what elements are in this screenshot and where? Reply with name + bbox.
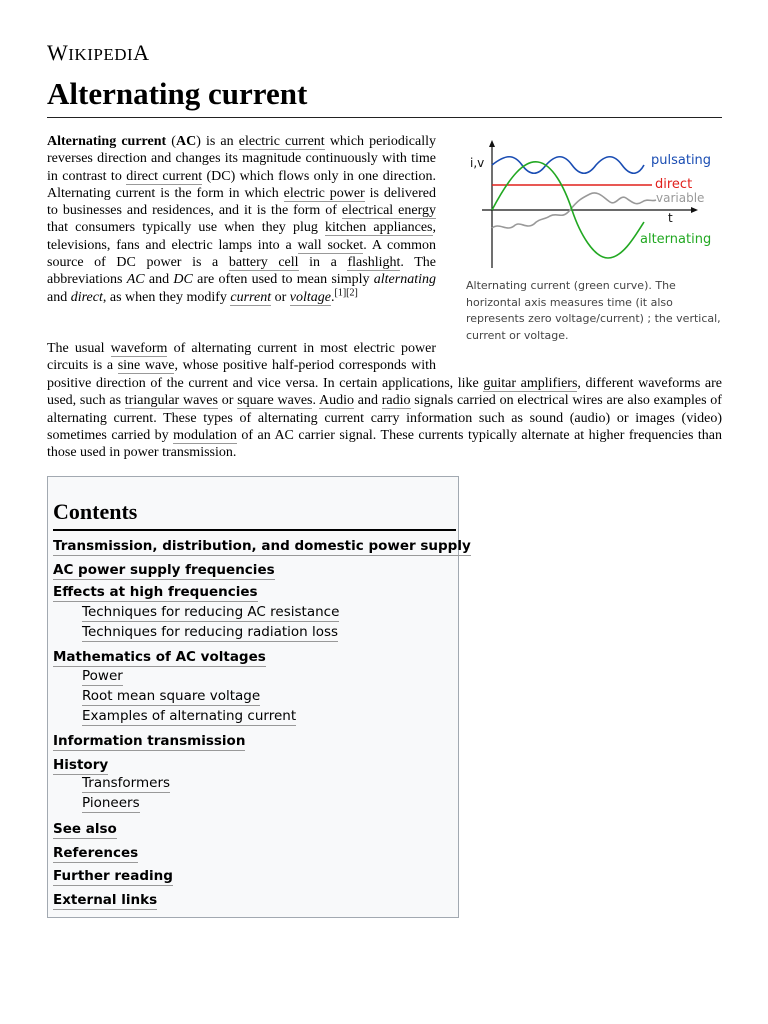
toc-item-label: Power (82, 668, 123, 684)
lead-italic: direct (70, 289, 103, 305)
toc-item-label: AC power supply frequencies (53, 562, 275, 578)
link-flashlight[interactable]: flashlight (347, 255, 401, 271)
link-sine-wave[interactable]: sine wave (117, 358, 175, 374)
lead-italic: DC (173, 272, 193, 288)
toc-subitem[interactable] (82, 708, 296, 724)
toc-item-label: See also (53, 821, 117, 837)
link-direct-current[interactable]: direct current (126, 168, 203, 184)
lead-text: . The abbreviations (47, 255, 436, 288)
lead-text: , as when they modify (102, 289, 231, 305)
lead-term: Alternating current (47, 134, 167, 149)
link-audio[interactable]: Audio (318, 393, 354, 409)
page-title: Alternating current (47, 76, 308, 111)
vertical-axis-arrow (489, 140, 495, 147)
variable-label: variable (656, 191, 705, 205)
float-spacer (436, 340, 722, 374)
axis-x-label: t (668, 211, 673, 225)
waveform-figure (466, 140, 722, 344)
lead-text: , televisions, fans and electric lamps into a (47, 220, 436, 253)
para-text: , different waveforms are used, such as (47, 375, 723, 409)
toc-subitem[interactable] (82, 688, 260, 704)
figure-caption: Alternating current (green curve). The horizontal axis measures time (it also represents zero voltage/current) ; the vertical, current or voltage. (466, 279, 721, 342)
toc-item-label: External links (53, 892, 158, 908)
para-text: or (217, 393, 238, 409)
axis-y-label: i,v (470, 156, 485, 170)
lead-text: (DC) which flows only in one direction. Alternating current is the form in which (47, 168, 436, 201)
lead-text: ) is an (196, 134, 239, 149)
link-modulation[interactable]: modulation (173, 428, 237, 444)
para-text: . (312, 393, 319, 409)
toc-item-label: References (53, 845, 139, 861)
lead-text: ( (166, 134, 176, 149)
toc-item-label: Information transmission (53, 733, 246, 749)
toc-item[interactable] (53, 584, 258, 600)
toc-item-label: Pioneers (82, 795, 140, 811)
toc-item-label: Transformers (82, 775, 171, 791)
wikipedia-wordmark[interactable] (47, 40, 150, 66)
toc-heading: Contents (53, 499, 456, 531)
title-divider (47, 117, 722, 118)
toc-item[interactable] (53, 649, 266, 665)
direct-label: direct (655, 177, 693, 192)
para-text: signals carried on electrical wires are also examples of alternating current. These types of alternating current carry information such as sound (audio) or images (video) sometimes carried by (47, 393, 722, 444)
toc-item[interactable] (53, 868, 173, 884)
lead-italic: alternating (373, 272, 437, 288)
toc-subitem[interactable] (82, 604, 339, 620)
link-voltage[interactable]: voltage (289, 289, 331, 305)
toc-item-label: Techniques for reducing radiation loss (82, 624, 339, 640)
pulsating-label: pulsating (651, 153, 712, 168)
link-wall-socket[interactable]: wall socket (297, 237, 364, 253)
alternating-label: alternating (640, 232, 712, 247)
wordmark-final: A (133, 40, 150, 65)
toc-item[interactable] (53, 892, 157, 908)
lead-text: in a (298, 255, 348, 271)
toc-item[interactable] (53, 845, 138, 861)
lead-text: and (144, 272, 174, 288)
second-paragraph (47, 340, 722, 462)
link-electric-power[interactable]: electric power (283, 185, 365, 201)
link-electric-current[interactable]: electric current (238, 134, 325, 149)
para-text: , whose positive half-period corresponds with positive direction of the current and vice versa. In certain applications, like (47, 358, 484, 391)
toc-item[interactable] (53, 821, 117, 837)
lead-text: . (330, 289, 335, 305)
lead-abbr: AC (175, 134, 197, 149)
link-triangular-waves[interactable]: triangular waves (124, 393, 218, 409)
link-waveform[interactable]: waveform (110, 341, 168, 356)
link-electrical-energy[interactable]: electrical energy (341, 203, 436, 219)
para-text: and (353, 393, 382, 409)
link-battery-cell[interactable]: battery cell (228, 255, 299, 271)
para-text: The usual (47, 341, 111, 356)
toc-item[interactable] (53, 538, 471, 554)
toc-item-label: Further reading (53, 868, 173, 884)
toc-item-label: Examples of alternating current (82, 708, 297, 724)
link-current[interactable]: current (230, 289, 272, 305)
toc-subitem[interactable] (82, 795, 140, 811)
lead-text: is delivered to businesses and residences, and it is the form of (47, 185, 436, 219)
toc-item-label: Techniques for reducing AC resistance (82, 604, 340, 620)
lead-italic: AC (126, 272, 145, 288)
toc-item[interactable] (53, 562, 275, 578)
toc-item-label: Mathematics of AC voltages (53, 649, 266, 665)
toc-subitem[interactable] (82, 775, 170, 791)
horizontal-axis-arrow (691, 207, 698, 213)
toc-item-label: History (53, 757, 109, 773)
lead-text: that consumers typically use when they plug (47, 220, 326, 236)
link-square-waves[interactable]: square waves (237, 393, 313, 409)
link-radio[interactable]: radio (381, 393, 411, 409)
lead-paragraph (47, 133, 436, 306)
pulsating-curve (492, 157, 644, 174)
toc-subitem[interactable] (82, 624, 338, 640)
toc-item-label: Effects at high frequencies (53, 584, 258, 600)
waveform-diagram (466, 140, 722, 274)
lead-text: are often used to mean simply (192, 272, 374, 288)
reference-marker[interactable]: [1][2] (334, 287, 358, 299)
lead-text: or (271, 289, 290, 305)
wordmark-middle: IKIPEDI (68, 45, 134, 64)
wordmark-initial: W (47, 40, 69, 65)
lead-text: . A common source of DC power is a (47, 237, 437, 271)
toc-item-label: Transmission, distribution, and domestic power supply (53, 538, 471, 554)
toc-item[interactable] (53, 733, 245, 749)
link-kitchen-appliances[interactable]: kitchen appliances (325, 220, 433, 236)
toc-subitem[interactable] (82, 668, 123, 684)
lead-text: and (47, 289, 71, 305)
para-text: of an AC carrier signal. These currents typically alternate at higher frequencies than those used in power transmission. (47, 428, 722, 461)
table-of-contents (47, 476, 471, 918)
toc-item-label: Root mean square voltage (82, 688, 261, 704)
toc-item[interactable] (53, 757, 108, 773)
para-text: of alternating current in most electric power circuits is a (47, 341, 436, 374)
link-guitar-amplifiers[interactable]: guitar amplifiers (483, 375, 578, 391)
lead-text: which periodically reverses direction and changes its magnitude continuously with time in contrast to (47, 134, 437, 184)
